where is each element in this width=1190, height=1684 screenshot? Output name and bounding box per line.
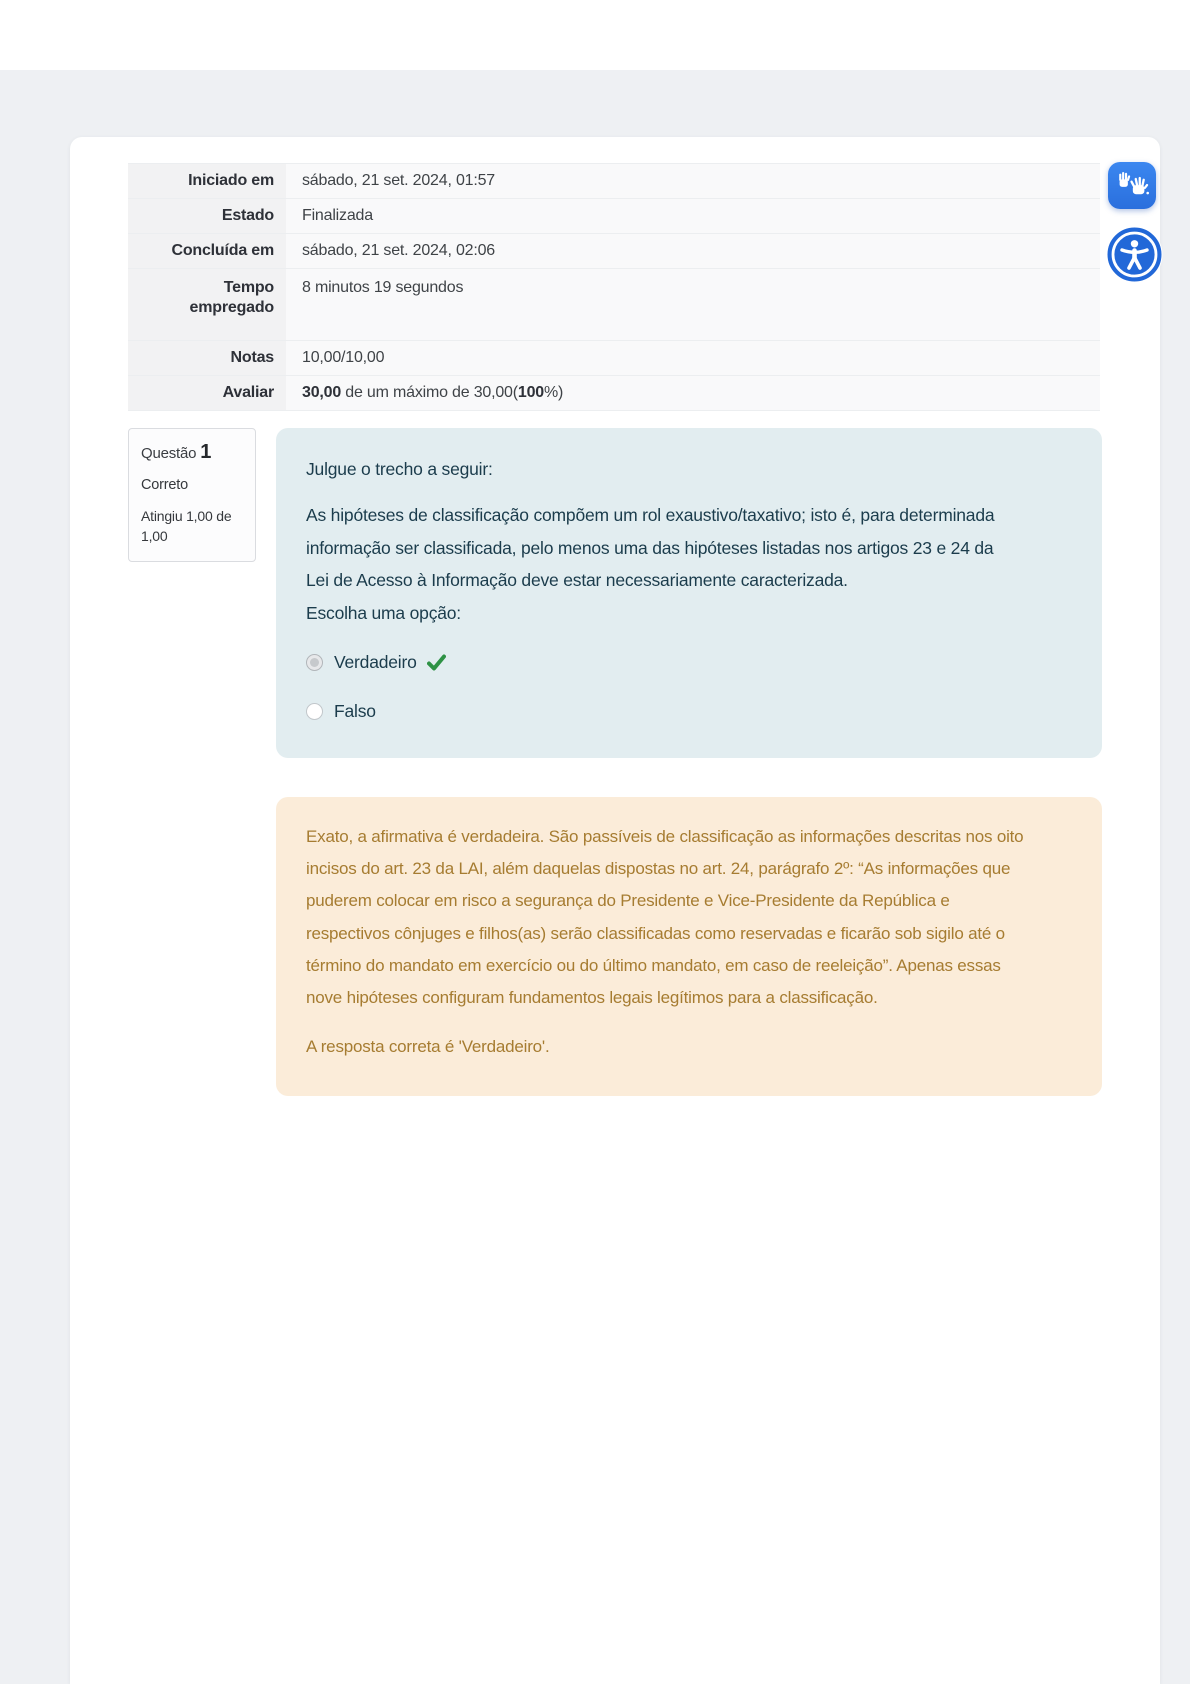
summary-row-grade <box>128 376 1100 411</box>
summary-row-time-taken <box>128 269 1100 341</box>
summary-row-state <box>128 199 1100 234</box>
summary-value: sábado, 21 set. 2024, 02:06 <box>286 234 1100 268</box>
top-header-bar <box>0 0 1190 70</box>
summary-label: Concluída em <box>128 234 286 268</box>
option-verdadeiro[interactable] <box>306 646 1072 678</box>
question-number: Questão 1 <box>141 441 212 463</box>
grade-value: 30,00 <box>302 384 342 401</box>
summary-label: Tempo empregado <box>128 269 286 340</box>
question-grade: Atingiu 1,00 de 1,00 <box>141 508 232 545</box>
summary-value: Finalizada <box>286 199 1100 233</box>
feedback-box <box>276 797 1102 1096</box>
question-text-box <box>276 428 1102 758</box>
accessibility-button[interactable] <box>1106 226 1163 283</box>
sign-language-icon <box>1112 167 1152 205</box>
summary-label: Notas <box>128 341 286 375</box>
question-block <box>128 428 1102 1096</box>
radio-verdadeiro[interactable] <box>306 654 323 671</box>
summary-value: 10,00/10,00 <box>286 341 1100 375</box>
radio-falso[interactable] <box>306 703 323 720</box>
summary-row-marks <box>128 341 1100 376</box>
question-intro: Julgue o trecho a seguir: <box>306 459 493 479</box>
summary-label: Estado <box>128 199 286 233</box>
summary-row-completed <box>128 234 1100 269</box>
grade-text: de um máximo de 30,00( <box>341 384 518 401</box>
accessibility-icon <box>1106 226 1163 283</box>
question-info-panel <box>128 428 256 562</box>
summary-value: 8 minutos 19 segundos <box>286 269 1100 340</box>
question-content-column <box>276 428 1102 1096</box>
summary-label: Iniciado em <box>128 164 286 198</box>
summary-value <box>286 376 1100 410</box>
grade-percent: 100 <box>517 384 544 401</box>
option-falso[interactable] <box>306 695 1072 727</box>
summary-value: sábado, 21 set. 2024, 01:57 <box>286 164 1100 198</box>
attempt-summary-table <box>128 163 1100 411</box>
grade-text-end: %) <box>543 384 564 401</box>
correct-check-icon <box>427 654 446 671</box>
summary-label: Avaliar <box>128 376 286 410</box>
summary-row-started <box>128 164 1100 199</box>
choose-option-label: Escolha uma opção: <box>306 602 461 623</box>
option-label: Falso <box>334 701 376 722</box>
libras-button[interactable] <box>1108 162 1156 209</box>
question-status: Correto <box>141 477 188 493</box>
radio-dot <box>310 658 319 667</box>
quiz-attempt-card <box>70 137 1160 1684</box>
option-label: Verdadeiro <box>334 651 417 672</box>
feedback-text: Exato, a afirmativa é verdadeira. São passíveis de classificação as informações descritas nos oito incisos do art. 23 da LAI, além daquelas dispostas no art. 24, parágrafo 2º: “As informações que puderem colocar em risco a segurança do Presidente e Vice-Presidente da República e respectivos cônjuges e filhos(as) serão classificadas como reservadas e ficarão sob sigilo até o término do mandato em exercício ou do último mandato, em caso de reeleição”. Apenas essas nove hipóteses configuram fundamentos legais legítimos para a classificação. <box>306 826 1024 1008</box>
correct-answer-text: A resposta correta é 'Verdadeiro'. <box>306 1037 550 1057</box>
question-statement: As hipóteses de classificação compõem um rol exaustivo/taxativo; isto é, para determinada informação ser classificada, pelo menos uma das hipóteses listadas nos artigos 23 e 24 da Lei de Acesso à Informação deve estar necessariamente caracterizada. <box>306 505 995 591</box>
